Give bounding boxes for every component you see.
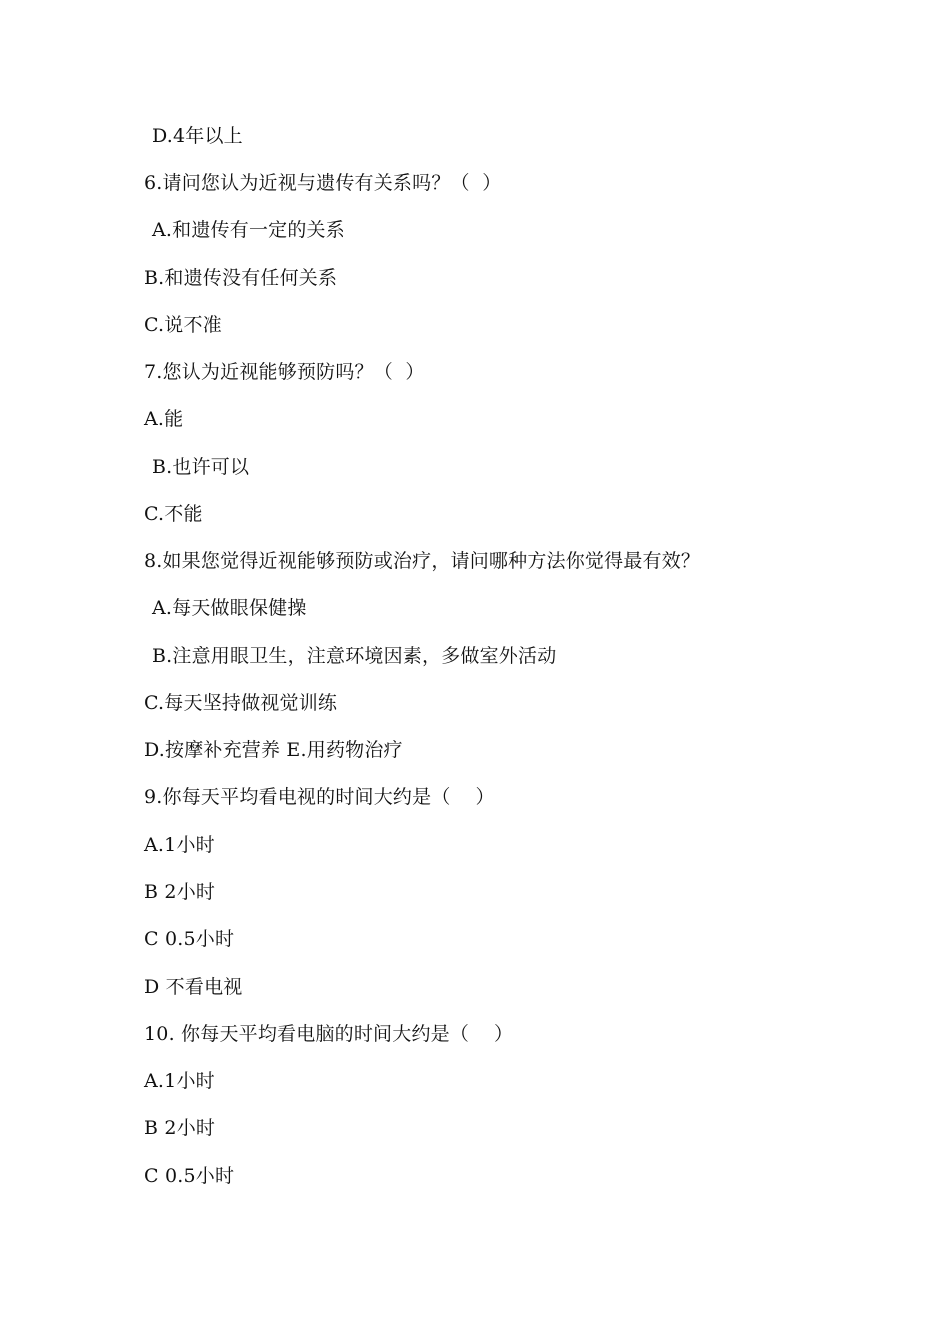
question-10: 10. 你每天平均看电脑的时间大约是（ ） [144,1023,514,1045]
option-q8-d-e: D.按摩补充营养 E.用药物治疗 [144,739,403,761]
option-q8-b: B.注意用眼卫生，注意环境因素，多做室外活动 [152,645,557,667]
option-q7-c: C.不能 [144,503,203,525]
option-q6-a: A.和遗传有一定的关系 [152,219,345,241]
question-9: 9.你每天平均看电视的时间大约是（ ） [144,786,495,808]
question-7: 7.您认为近视能够预防吗？（ ） [144,361,425,383]
option-q8-a: A.每天做眼保健操 [152,597,307,619]
option-q9-c: C 0.5小时 [144,928,235,950]
option-q7-a: A.能 [144,408,184,430]
option-q10-a: A.1小时 [144,1070,215,1092]
option-q9-d: D 不看电视 [144,976,243,998]
option-q6-c: C.说不准 [144,314,222,336]
option-q6-b: B.和遗传没有任何关系 [144,267,338,289]
option-q5-d: D.4年以上 [152,125,243,147]
option-q9-a: A.1小时 [144,834,215,856]
option-q10-b: B 2小时 [144,1117,216,1139]
question-6: 6.请问您认为近视与遗传有关系吗？（ ） [144,172,502,194]
option-q10-c: C 0.5小时 [144,1165,235,1187]
option-q8-c: C.每天坚持做视觉训练 [144,692,338,714]
option-q9-b: B 2小时 [144,881,216,903]
question-8: 8.如果您觉得近视能够预防或治疗，请问哪种方法你觉得最有效？ [144,550,701,572]
option-q7-b: B.也许可以 [152,456,250,478]
